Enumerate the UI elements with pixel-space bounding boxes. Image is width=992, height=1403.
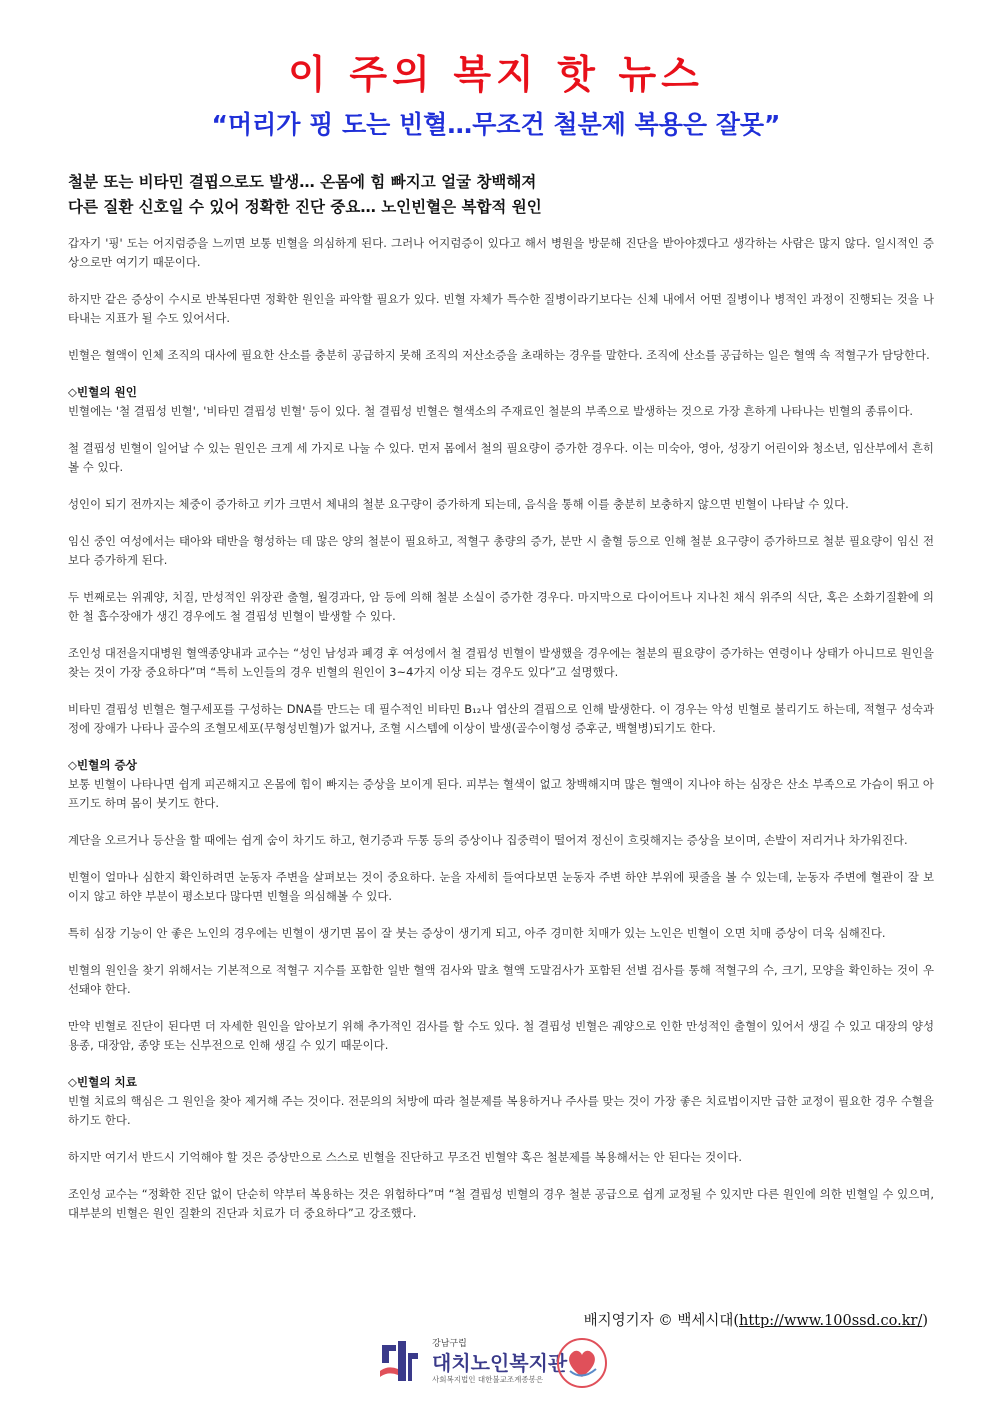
paragraph: 특히 심장 기능이 안 좋은 노인의 경우에는 빈혈이 생기면 몸이 잘 붓는 증상이 생기게 되고, 아주 경미한 치매가 있는 노인은 빈혈이 오면 치매 증상이 더욱 심해진다. [68, 926, 886, 940]
byline [584, 1310, 928, 1332]
paragraph: 빈혈 치료의 핵심은 그 원인을 찾아 제거해 주는 것이다. 전문의의 처방에 따라 철분제를 복용하거나 주사를 맞는 것이 가장 좋은 치료법이지만 급한 교정이 필요한 경우 수혈을 하기도 한다. [68, 1094, 934, 1127]
paragraph: 조인성 대전을지대병원 혈액종양내과 교수는 “성인 남성과 폐경 후 여성에서 철 결핍성 빈혈이 발생했을 경우에는 철분의 필요량이 증가하는 연령이나 상태가 아니므로 원인을 찾는 것이 가장 중요하다”며 “특히 노인들의 경우 빈혈의 원인이 3~4가지 이상 되는 경우도 있다”고 설명했다. [68, 646, 934, 679]
lead-summary [68, 170, 928, 220]
lead-line-2: 다른 질환 신호일 수 있어 정확한 진단 중요… 노인빈혈은 복합적 원인 [68, 198, 542, 216]
paragraph: 철 결핍성 빈혈이 일어날 수 있는 원인은 크게 세 가지로 나눌 수 있다. 먼저 몸에서 철의 필요량이 증가한 경우다. 이는 미숙아, 영아, 성장기 어린이와 청소년, 임산부에서 흔히 볼 수 있다. [68, 441, 934, 474]
paragraph: 빈혈이 얼마나 심한지 확인하려면 눈동자 주변을 살펴보는 것이 중요하다. 눈을 자세히 들여다보면 눈동자 주변 하얀 부위에 핏줄을 볼 수 있는데, 눈동자 주변에 혈관이 잘 보이지 않고 하얀 부분이 평소보다 많다면 빈혈을 의심해볼 수 있다. [68, 870, 934, 903]
headline: “머리가 핑 도는 빈혈…무조건 철분제 복용은 잘못” [211, 110, 781, 139]
section-heading-symptom: ◇빈혈의 증상 [68, 758, 137, 772]
welfare-center-logo [376, 1333, 616, 1393]
article-body [68, 234, 934, 1241]
paragraph: 하지만 같은 증상이 수시로 반복된다면 정확한 원인을 파악할 필요가 있다. 빈혈 자체가 특수한 질병이라기보다는 신체 내에서 어떤 질병이나 병적인 과정이 진행되는 것을 나타내는 지표가 될 수도 있어서다. [68, 292, 934, 325]
paragraph: 만약 빈혈로 진단이 된다면 더 자세한 원인을 알아보기 위해 추가적인 검사를 할 수도 있다. 철 결핍성 빈혈은 궤양으로 인한 만성적인 출혈이 있어서 생길 수 있고 대장의 양성 용종, 대장암, 종양 또는 신부전으로 인해 생길 수 있기 때문이다. [68, 1019, 934, 1052]
logo-name: 대치노인복지관 [432, 1351, 568, 1375]
paragraph: 성인이 되기 전까지는 체중이 증가하고 키가 크면서 체내의 철분 요구량이 증가하게 되는데, 음식을 통해 이를 충분히 보충하지 않으면 빈혈이 나타날 수 있다. [68, 497, 849, 511]
source-link[interactable]: http://www.100ssd.co.kr/ [739, 1313, 923, 1329]
paragraph: 빈혈에는 '철 결핍성 빈혈', '비타민 결핍성 빈혈' 등이 있다. 철 결핍성 빈혈은 혈색소의 주재료인 철분의 부족으로 발생하는 것으로 가장 흔하게 나타나는 빈혈의 종류이다. [68, 404, 914, 418]
byline-author: 배지영기자 © 백세시대( [583, 1313, 740, 1329]
section-heading-cause: ◇빈혈의 원인 [68, 385, 137, 399]
logo-subtitle: 강남구립 [432, 1339, 467, 1349]
paragraph: 빈혈의 원인을 찾기 위해서는 기본적으로 적혈구 지수를 포함한 일반 혈액 검사와 말초 혈액 도말검사가 포함된 선별 검사를 통해 적혈구의 수, 크기, 모양을 확인하는 것이 우선돼야 한다. [68, 963, 934, 996]
paragraph: 보통 빈혈이 나타나면 쉽게 피곤해지고 온몸에 힘이 빠지는 증상을 보이게 된다. 피부는 혈색이 없고 창백해지며 많은 혈액이 지나야 하는 심장은 산소 부족으로 가슴이 뛰고 아프기도 하며 몸이 붓기도 한다. [68, 777, 934, 810]
paragraph: 빈혈은 혈액이 인체 조직의 대사에 필요한 산소를 충분히 공급하지 못해 조직의 저산소증을 초래하는 경우를 말한다. 조직에 산소를 공급하는 일은 혈액 속 적혈구가 담당한다. [68, 348, 930, 362]
paragraph: 두 번째로는 위궤양, 치질, 만성적인 위장관 출혈, 월경과다, 암 등에 의해 철분 소실이 증가한 경우다. 마지막으로 다이어트나 지나친 채식 위주의 식단, 혹은 소화기질환에 의한 철 흡수장애가 생긴 경우에도 철 결핍성 빈혈이 발생할 수 있다. [68, 590, 934, 623]
logo-mark-icon [376, 1337, 422, 1387]
logo-organization: 사회복지법인 대한불교조계종봉은 [432, 1375, 544, 1384]
paragraph: 조인성 교수는 “정확한 진단 없이 단순히 약부터 복용하는 것은 위험하다”며 “철 결핍성 빈혈의 경우 철분 공급으로 쉽게 교정될 수 있지만 다른 원인에 의한 빈혈일 수 있으며, 대부분의 빈혈은 원인 질환의 진단과 치료가 더 중요하다”고 강조했다. [68, 1187, 934, 1220]
section-heading-treatment: ◇빈혈의 치료 [68, 1075, 137, 1089]
heart-emblem-icon [556, 1337, 608, 1389]
paragraph: 계단을 오르거나 등산을 할 때에는 쉽게 숨이 차기도 하고, 현기증과 두통 등의 증상이나 집중력이 떨어져 정신이 흐릿해지는 증상을 보이며, 손발이 저리거나 차가워진다. [68, 833, 908, 847]
paragraph: 하지만 여기서 반드시 기억해야 할 것은 증상만으로 스스로 빈혈을 진단하고 무조건 빈혈약 혹은 철분제를 복용해서는 안 된다는 것이다. [68, 1150, 743, 1164]
byline-close: ) [922, 1313, 928, 1329]
page-title: 이 주의 복지 핫 뉴스 [288, 53, 704, 98]
paragraph: 비타민 결핍성 빈혈은 혈구세포를 구성하는 DNA를 만드는 데 필수적인 비타민 B₁₂나 엽산의 결핍으로 인해 발생한다. 이 경우는 악성 빈혈로 불리기도 하는데, 적혈구 성숙과정에 장애가 나타나 골수의 조혈모세포(무형성빈혈)가 없거나, 조혈 시스템에 이상이 발생(골수이형성 증후군, 백혈병)되기도 한다. [68, 702, 934, 735]
paragraph: 임신 중인 여성에서는 태아와 태반을 형성하는 데 많은 양의 철분이 필요하고, 적혈구 총량의 증가, 분만 시 출혈 등으로 인해 철분 요구량이 증가하므로 철분 필요량이 임신 전보다 증가하게 된다. [68, 534, 934, 567]
lead-line-1: 철분 또는 비타민 결핍으로도 발생… 온몸에 힘 빠지고 얼굴 창백해져 [68, 173, 537, 191]
paragraph: 갑자기 '핑' 도는 어지럼증을 느끼면 보통 빈혈을 의심하게 된다. 그러나 어지럼증이 있다고 해서 병원을 방문해 진단을 받아야겠다고 생각하는 사람은 많지 않다. 일시적인 증상으로만 여기기 때문이다. [68, 236, 934, 269]
